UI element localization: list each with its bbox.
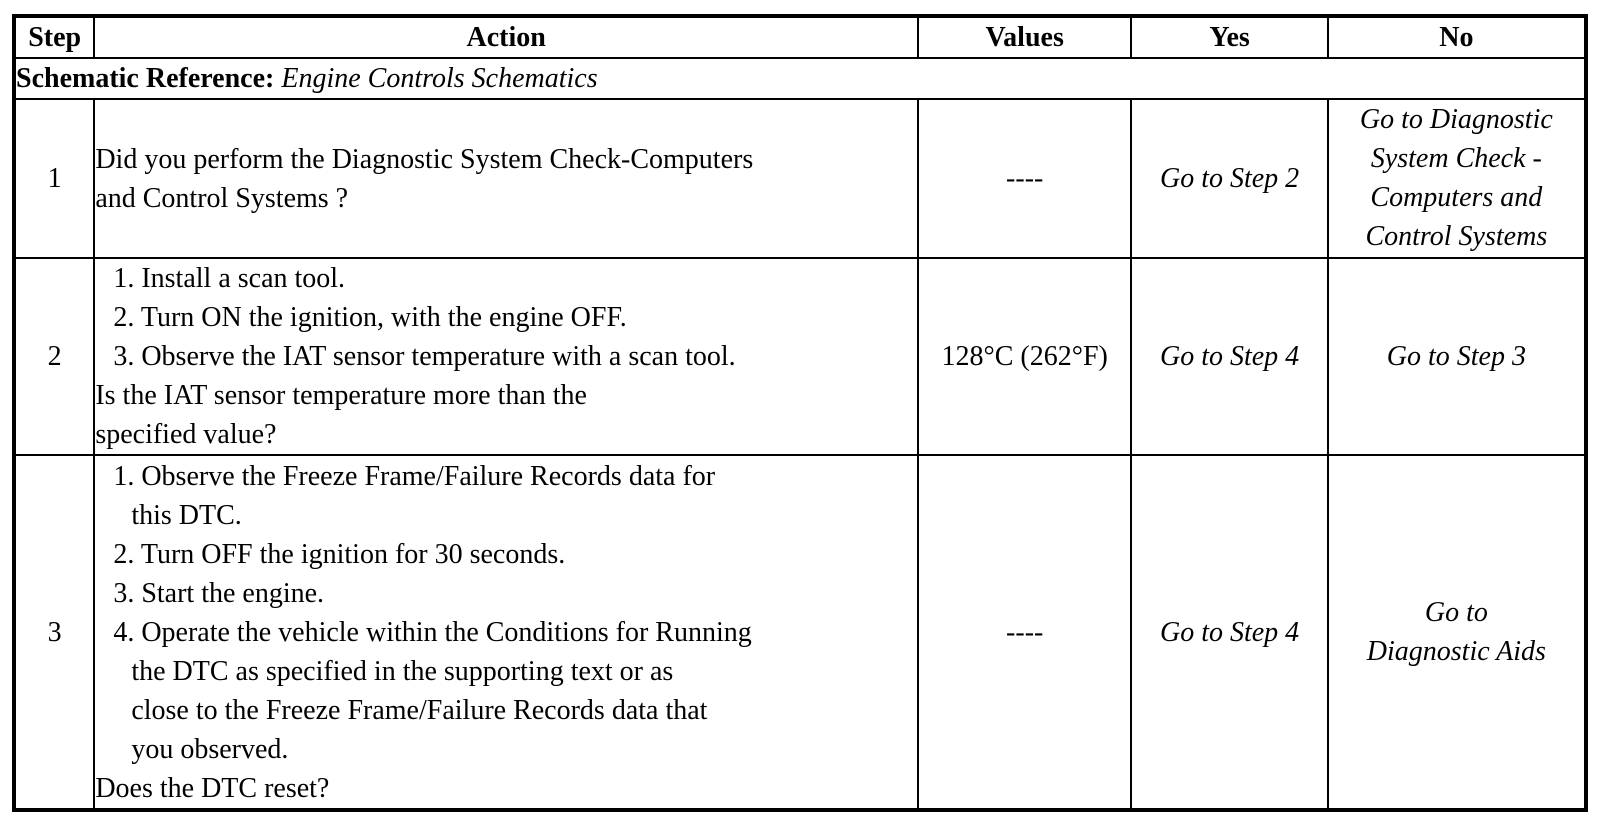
action-list-item-cont: close to the Freeze Frame/Failure Records data that bbox=[131, 694, 708, 726]
values-cell: ---- bbox=[918, 99, 1132, 258]
no-go-to-step-3-link[interactable]: Go to Step 3 bbox=[1328, 258, 1586, 455]
values-cell: 128°C (262°F) bbox=[918, 258, 1132, 455]
action-text: Did you perform the Diagnostic System Check-Computers bbox=[95, 143, 754, 175]
no-diagnostic-aids-link[interactable] bbox=[1328, 455, 1586, 810]
step-number: 1 bbox=[14, 99, 94, 258]
no-link-text: Go to bbox=[1424, 597, 1488, 628]
no-link-text: Diagnostic Aids bbox=[1366, 636, 1546, 667]
action-list-item: 1. Install a scan tool. bbox=[113, 263, 346, 294]
yes-go-to-step-2-link[interactable]: Go to Step 2 bbox=[1131, 99, 1327, 258]
schematic-reference-row bbox=[14, 58, 1586, 99]
no-link-text: Control Systems bbox=[1365, 221, 1548, 252]
schematic-reference-label: Schematic Reference: bbox=[16, 63, 275, 94]
values-cell: ---- bbox=[918, 455, 1132, 810]
header-row bbox=[14, 16, 1586, 58]
action-list-item-cont: the DTC as specified in the supporting text or as bbox=[131, 655, 674, 687]
action-list-item-cont: you observed. bbox=[131, 733, 289, 765]
no-link-text: System Check - bbox=[1370, 143, 1542, 174]
action-list-item: 3. Start the engine. bbox=[113, 577, 325, 609]
table-row-step-2 bbox=[14, 258, 1586, 455]
action-cell bbox=[94, 258, 918, 455]
table-row-step-1 bbox=[14, 99, 1586, 258]
action-question: Is the IAT sensor temperature more than the bbox=[95, 380, 587, 411]
table-row-step-3 bbox=[14, 455, 1586, 810]
header-yes: Yes bbox=[1131, 16, 1327, 58]
action-question: specified value? bbox=[95, 419, 277, 450]
no-link-text: Go to Diagnostic bbox=[1359, 104, 1553, 135]
action-list-item: 2. Turn OFF the ignition for 30 seconds. bbox=[113, 538, 566, 570]
diagnostic-table bbox=[12, 14, 1588, 812]
schematic-reference bbox=[14, 58, 1586, 99]
yes-go-to-step-4-link[interactable]: Go to Step 4 bbox=[1131, 455, 1327, 810]
action-question: Does the DTC reset? bbox=[95, 772, 330, 804]
action-cell bbox=[94, 455, 918, 810]
action-list-item: 3. Observe the IAT sensor temperature with a scan tool. bbox=[113, 341, 736, 372]
no-link-text: Computers and bbox=[1370, 182, 1543, 213]
step-number: 2 bbox=[14, 258, 94, 455]
action-list-item-cont: this DTC. bbox=[131, 499, 242, 531]
header-no: No bbox=[1328, 16, 1586, 58]
header-action: Action bbox=[94, 16, 918, 58]
header-values: Values bbox=[918, 16, 1132, 58]
action-cell bbox=[94, 99, 918, 258]
action-list-item: 1. Observe the Freeze Frame/Failure Records data for bbox=[113, 460, 716, 492]
action-list-item: 2. Turn ON the ignition, with the engine OFF. bbox=[113, 302, 627, 333]
step-number: 3 bbox=[14, 455, 94, 810]
no-diagnostic-system-check-link[interactable] bbox=[1328, 99, 1586, 258]
yes-go-to-step-4-link[interactable]: Go to Step 4 bbox=[1131, 258, 1327, 455]
action-list-item: 4. Operate the vehicle within the Conditions for Running bbox=[113, 616, 752, 648]
action-text: and Control Systems ? bbox=[95, 182, 349, 214]
header-step: Step bbox=[14, 16, 94, 58]
schematic-reference-link[interactable]: Engine Controls Schematics bbox=[281, 63, 598, 94]
